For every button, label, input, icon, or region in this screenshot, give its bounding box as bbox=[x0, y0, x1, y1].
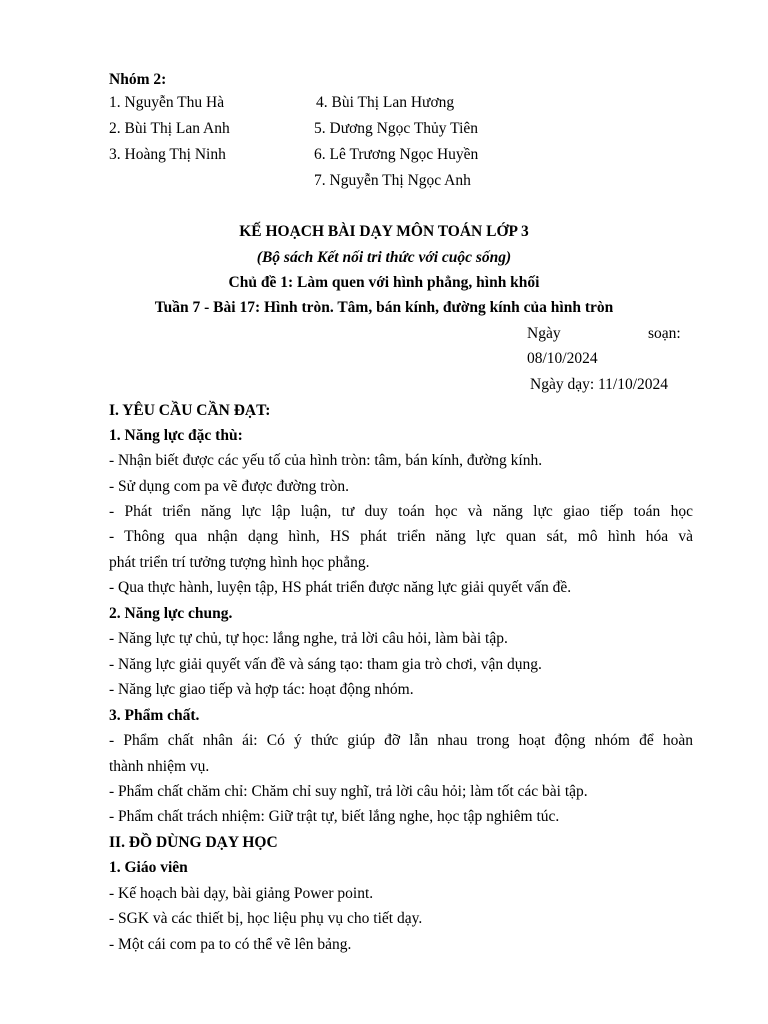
list-item-continuation: phát triển trí tưởng tượng hình học phẳng. bbox=[109, 554, 370, 571]
prep-date-label: Ngày bbox=[527, 325, 561, 342]
member-list bbox=[109, 93, 569, 197]
list-item: - Kế hoạch bài dạy, bài giảng Power point. bbox=[109, 885, 374, 902]
list-item: - Phẩm chất chăm chỉ: Chăm chỉ suy nghĩ, trả lời câu hỏi; làm tốt các bài tập. bbox=[109, 783, 588, 800]
member-item: 7. Nguyễn Thị Ngọc Anh bbox=[314, 172, 471, 189]
list-item: - Phẩm chất nhân ái: Có ý thức giúp đỡ lẫn nhau trong hoạt động nhóm để hoàn bbox=[109, 732, 693, 749]
list-item: - Sử dụng com pa vẽ được đường tròn. bbox=[109, 478, 350, 495]
member-item: 4. Bùi Thị Lan Hương bbox=[316, 94, 455, 111]
subsection-heading: 3. Phẩm chất. bbox=[109, 707, 200, 724]
list-item: - Phẩm chất trách nhiệm: Giữ trật tự, biết lắng nghe, học tập nghiêm túc. bbox=[109, 808, 560, 825]
member-item: 2. Bùi Thị Lan Anh bbox=[109, 120, 230, 137]
member-row bbox=[109, 119, 569, 145]
section-heading: I. YÊU CẦU CẦN ĐẠT: bbox=[109, 402, 271, 419]
list-item-continuation: thành nhiệm vụ. bbox=[109, 758, 210, 775]
document-title: KẾ HOẠCH BÀI DẠY MÔN TOÁN LỚP 3 bbox=[239, 223, 529, 240]
member-item: 3. Hoàng Thị Ninh bbox=[109, 146, 226, 163]
prep-date-label-end: soạn: bbox=[648, 325, 681, 342]
subsection-heading: 1. Giáo viên bbox=[109, 859, 188, 876]
topic-heading: Chủ đề 1: Làm quen với hình phẳng, hình khối bbox=[228, 274, 540, 291]
list-item: - Năng lực giao tiếp và hợp tác: hoạt động nhóm. bbox=[109, 681, 414, 698]
list-item: - Qua thực hành, luyện tập, HS phát triển được năng lực giải quyết vấn đề. bbox=[109, 579, 572, 596]
list-item: - Năng lực tự chủ, tự học: lắng nghe, trả lời câu hỏi, làm bài tập. bbox=[109, 630, 508, 647]
list-item: - Một cái com pa to có thể vẽ lên bảng. bbox=[109, 936, 352, 953]
list-item: - Thông qua nhận dạng hình, HS phát triển năng lực quan sát, mô hình hóa và bbox=[109, 528, 693, 545]
subsection-heading: 2. Năng lực chung. bbox=[109, 605, 233, 622]
subsection-heading: 1. Năng lực đặc thù: bbox=[109, 427, 243, 444]
prep-date-value: 08/10/2024 bbox=[527, 350, 598, 367]
teach-date: Ngày dạy: 11/10/2024 bbox=[530, 376, 669, 393]
list-item: - Nhận biết được các yếu tố của hình tròn: tâm, bán kính, đường kính. bbox=[109, 452, 543, 469]
document-subtitle: (Bộ sách Kết nối tri thức với cuộc sống) bbox=[256, 249, 512, 266]
member-row bbox=[109, 145, 569, 171]
member-item: 5. Dương Ngọc Thủy Tiên bbox=[314, 120, 479, 137]
member-item: 1. Nguyễn Thu Hà bbox=[109, 94, 225, 111]
list-item: - Năng lực giải quyết vấn đề và sáng tạo: tham gia trò chơi, vận dụng. bbox=[109, 656, 542, 673]
group-title: Nhóm 2: bbox=[109, 71, 167, 88]
list-item: - Phát triển năng lực lập luận, tư duy toán học và năng lực giao tiếp toán học bbox=[109, 503, 693, 520]
member-item: 6. Lê Trương Ngọc Huyền bbox=[314, 146, 479, 163]
section-heading: II. ĐỒ DÙNG DẠY HỌC bbox=[109, 834, 278, 851]
member-row bbox=[109, 171, 569, 197]
lesson-heading: Tuần 7 - Bài 17: Hình tròn. Tâm, bán kính, đường kính của hình tròn bbox=[154, 299, 614, 316]
member-row bbox=[109, 93, 569, 119]
list-item: - SGK và các thiết bị, học liệu phụ vụ cho tiết dạy. bbox=[109, 910, 423, 927]
